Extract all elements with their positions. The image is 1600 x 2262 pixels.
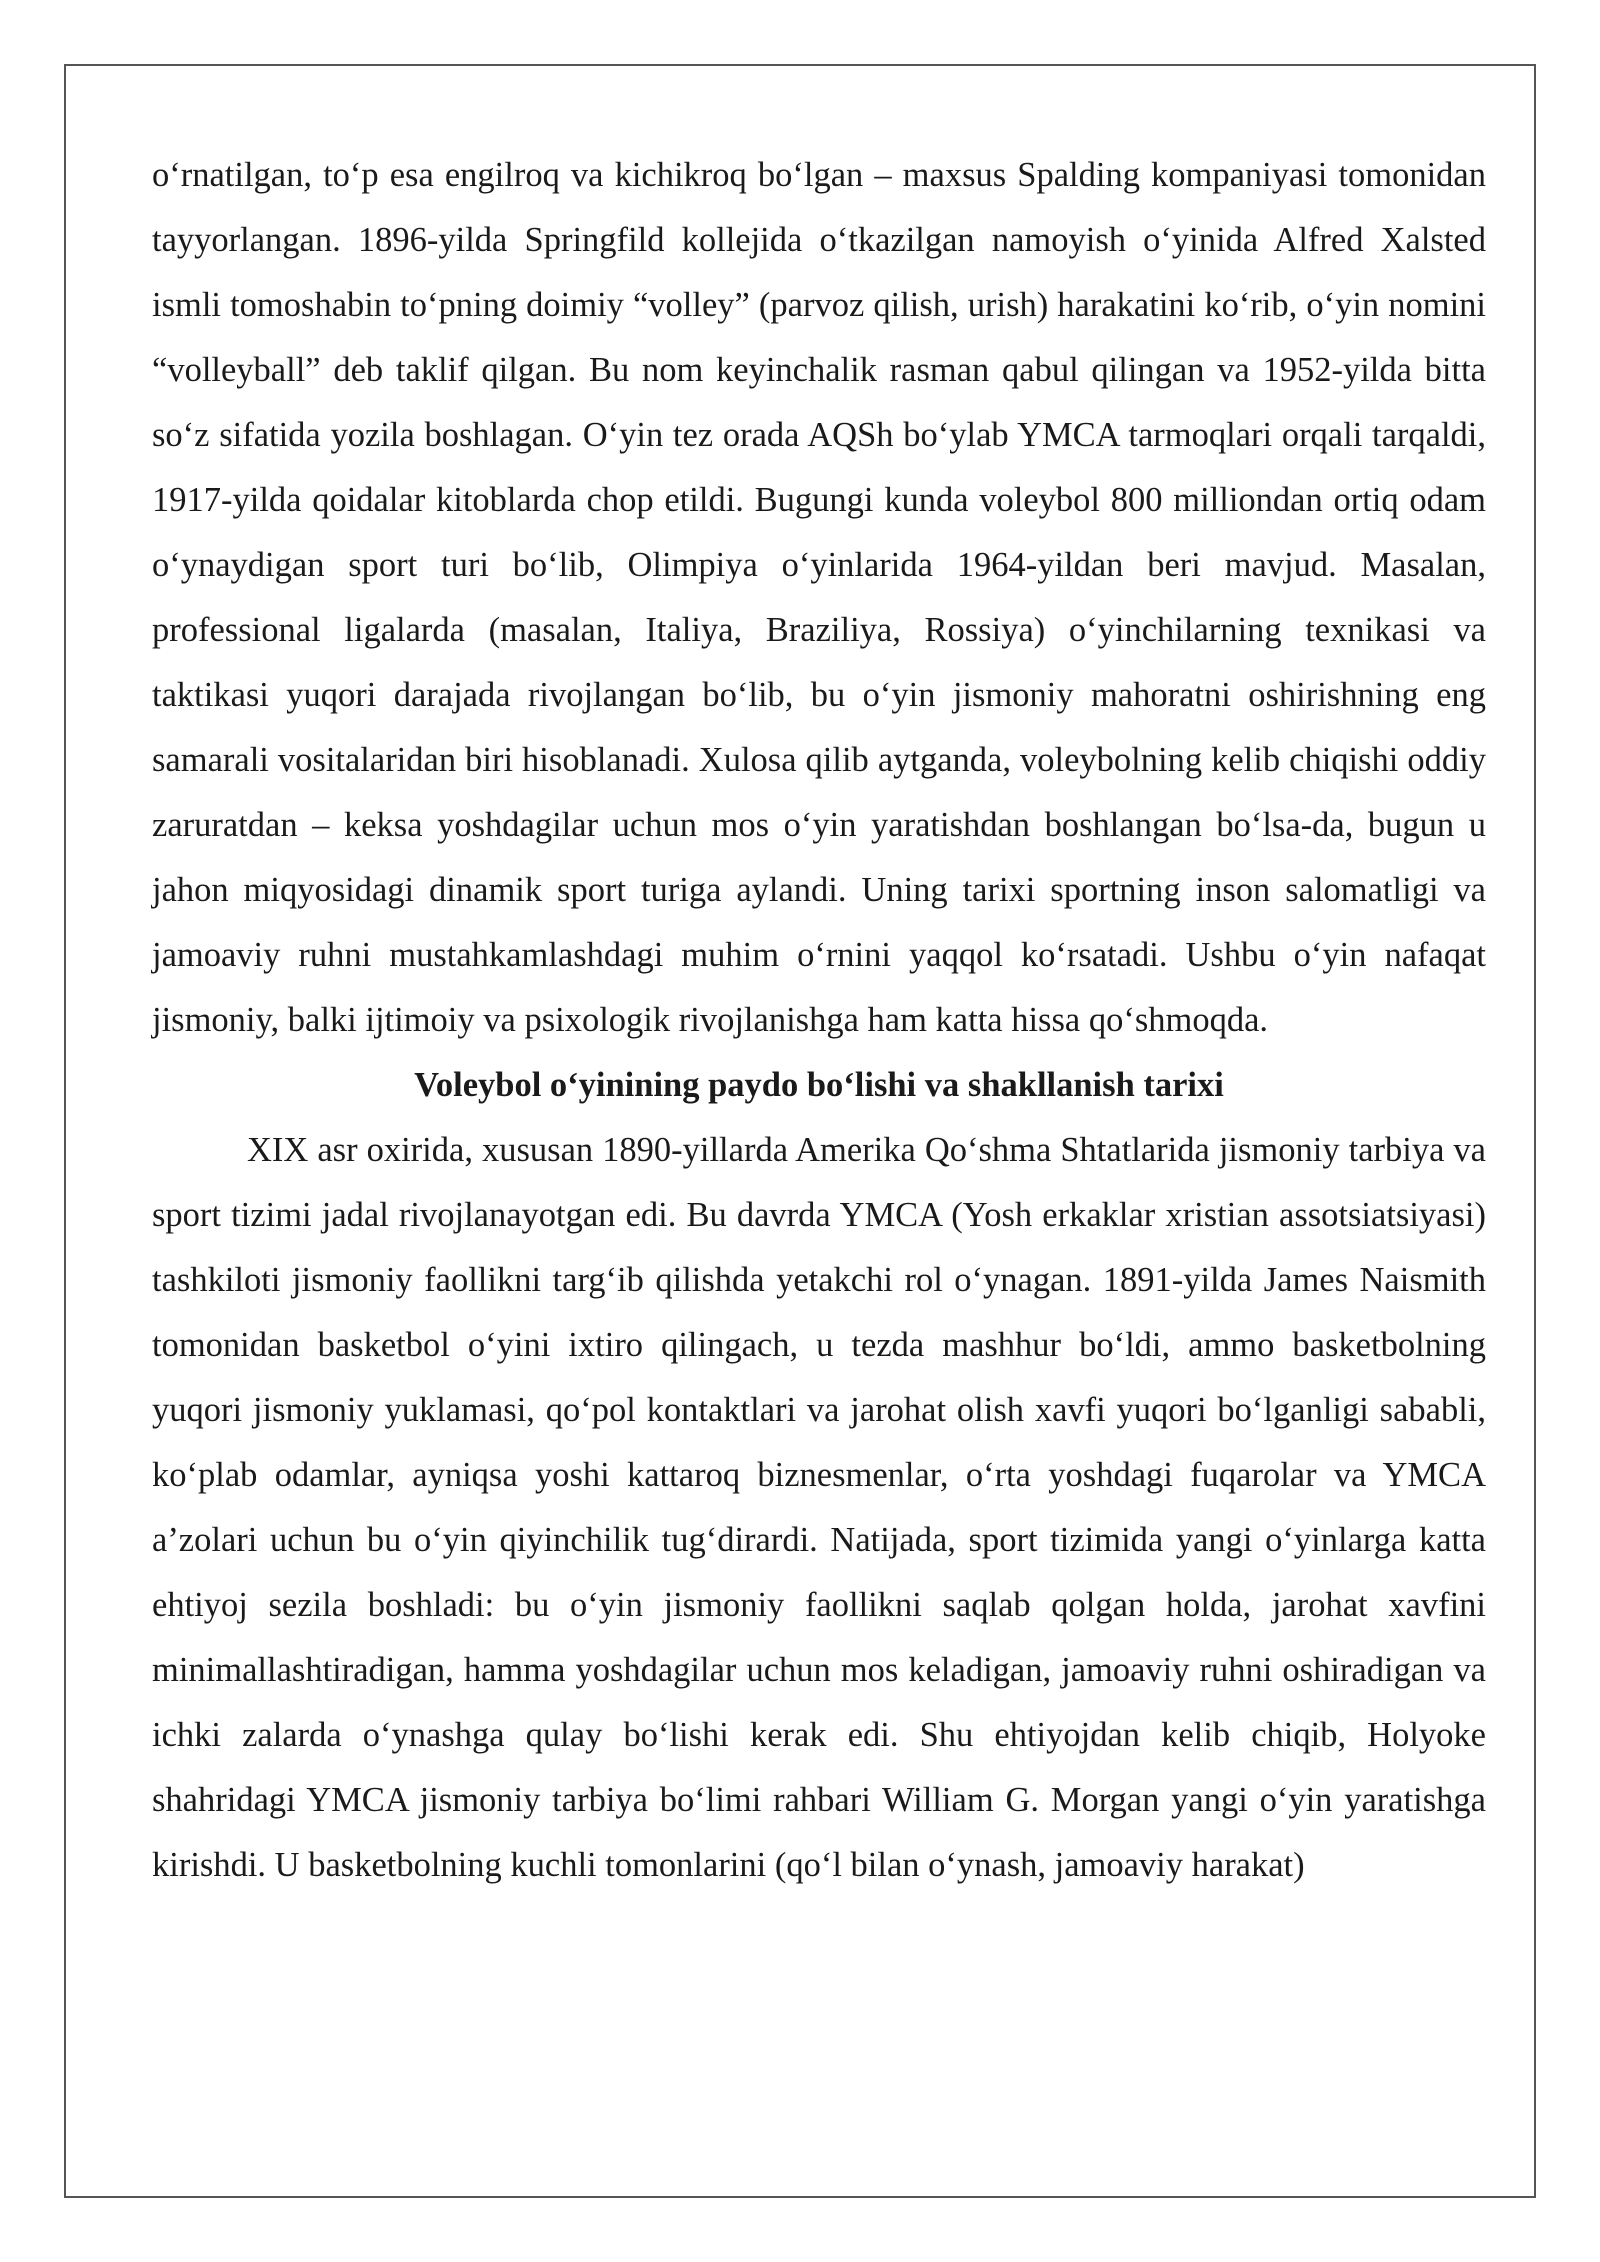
continued-paragraph: o‘rnatilgan, to‘p esa engilroq va kichikroq bo‘lgan – maxsus Spalding kompaniyasi tomonidan tayyorlangan. 1896-yilda Springfild kollejida o‘tkazilgan namoyish o‘yinida Alfred Xalsted ismli tomoshabin to‘pning doimiy “volley” (parvoz qilish, urish) harakatini ko‘rib, o‘yin nomini “volleyball” deb taklif qilgan. Bu nom keyinchalik rasman qabul qilingan va 1952-yilda bitta so‘z sifatida yozila boshlagan. O‘yin tez orada AQSh bo‘ylab YMCA tarmoqlari orqali tarqaldi, 1917-yilda qoidalar kitoblarda chop etildi. Bugungi kunda voleybol 800 milliondan ortiq odam o‘ynaydigan sport turi bo‘lib, Olimpiya o‘yinlarida 1964-yildan beri mavjud. Masalan, professional ligalarda (masalan, Italiya, Braziliya, Rossiya) o‘yinchilarning texnikasi va taktikasi yuqori darajada rivojlangan bo‘lib, bu o‘yin jismoniy mahoratni oshirishning eng samarali vositalaridan biri hisoblanadi. Xulosa qilib aytganda, voleybolning kelib chiqishi oddiy zaruratdan – keksa yoshdagilar uchun mos o‘yin yaratishdan boshlangan bo‘lsa-da, bugun u jahon miqyosidagi dinamik sport turiga aylandi. Uning tarixi sportning inson salomatligi va jamoaviy ruhni mustahkamlashdagi muhim o‘rnini yaqqol ko‘rsatadi. Ushbu o‘yin nafaqat jismoniy, balki ijtimoiy va psixologik rivojlanishga ham katta hissa qo‘shmoqda. (152, 156, 1486, 1039)
document-body (152, 143, 1486, 1898)
section-paragraph: XIX asr oxirida, xususan 1890-yillarda Amerika Qo‘shma Shtatlarida jismoniy tarbiya va sport tizimi jadal rivojlanayotgan edi. Bu davrda YMCA (Yosh erkaklar xristian assotsiatsiyasi) tashkiloti jismoniy faollikni targ‘ib qilishda yetakchi rol o‘ynagan. 1891-yilda James Naismith tomonidan basketbol o‘yini ixtiro qilingach, u tezda mashhur bo‘ldi, ammo basketbolning yuqori jismoniy yuklamasi, qo‘pol kontaktlari va jarohat olish xavfi yuqori bo‘lganligi sababli, ko‘plab odamlar, ayniqsa yoshi kattaroq biznesmenlar, o‘rta yoshdagi fuqarolar va YMCA a’zolari uchun bu o‘yin qiyinchilik tug‘dirardi. Natijada, sport tizimida yangi o‘yinlarga katta ehtiyoj sezila boshladi: bu o‘yin jismoniy faollikni saqlab qolgan holda, jarohat xavfini minimallashtiradigan, hamma yoshdagilar uchun mos keladigan, jamoaviy ruhni oshiradigan va ichki zalarda o‘ynashga qulay bo‘lishi kerak edi. Shu ehtiyojdan kelib chiqib, Holyoke shahridagi YMCA jismoniy tarbiya bo‘limi rahbari William G. Morgan yangi o‘yin yaratishga kirishdi. U basketbolning kuchli tomonlarini (qo‘l bilan o‘ynash, jamoaviy harakat) (152, 1131, 1486, 1884)
section-heading: Voleybol o‘yinining paydo bo‘lishi va shakllanish tarixi (414, 1066, 1224, 1104)
